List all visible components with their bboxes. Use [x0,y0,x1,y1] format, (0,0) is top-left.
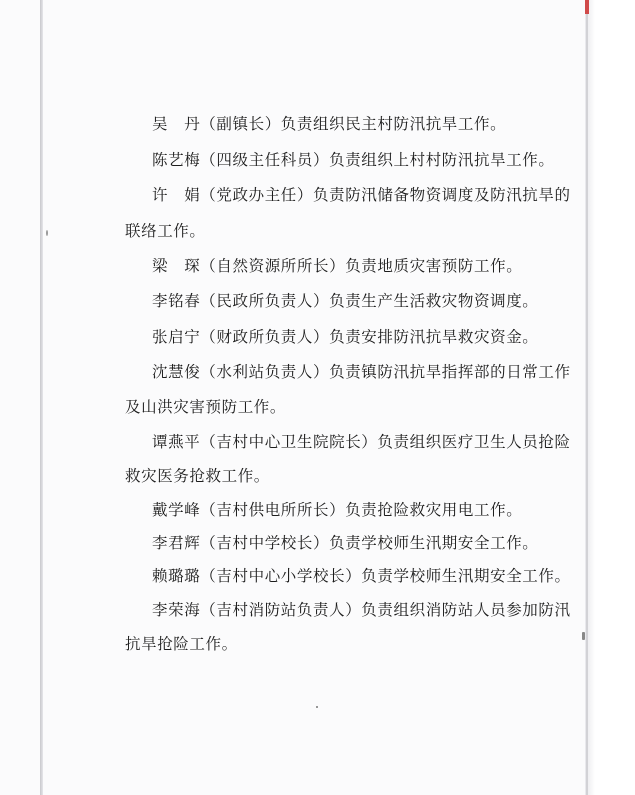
scan-speck [582,632,585,640]
paper-left-edge [40,0,43,795]
paragraph-line: 联络工作。 [125,222,206,240]
paragraph-line: 抗旱抢险工作。 [125,635,238,653]
paragraph-line: 救灾医务抢救工作。 [125,467,270,485]
paragraph-line: 吴 丹（副镇长）负责组织民主村防汛抗旱工作。 [152,115,507,133]
red-edge-mark [585,0,589,14]
paragraph-line: 梁 琛（自然资源所所长）负责地质灾害预防工作。 [152,257,523,275]
paragraph-line: 李铭春（民政所负责人）负责生产生活救灾物资调度。 [152,292,539,310]
paragraph-line: 李君辉（吉村中学校长）负责学校师生汛期安全工作。 [152,534,539,552]
paragraph-line: 沈慧俊（水利站负责人）负责镇防汛抗旱指挥部的日常工作 [152,363,571,381]
paragraph-line: 谭燕平（吉村中心卫生院院长）负责组织医疗卫生人员抢险 [152,433,571,451]
paragraph-line: 李荣海（吉村消防站负责人）负责组织消防站人员参加防汛 [152,601,571,619]
paragraph-line: 张启宁（财政所负责人）负责安排防汛抗旱救灾资金。 [152,328,539,346]
paragraph-line: 戴学峰（吉村供电所所长）负责抢险救灾用电工作。 [152,501,523,519]
paragraph-line: 许 娟（党政办主任）负责防汛储备物资调度及防汛抗旱的 [152,186,571,204]
paper-right-margin [585,0,635,795]
scan-speck [46,230,48,236]
paragraph-line: 陈艺梅（四级主任科员）负责组织上村村防汛抗旱工作。 [152,151,555,169]
paragraph-line: 赖璐璐（吉村中心小学校长）负责学校师生汛期安全工作。 [152,567,571,585]
paragraph-line: 及山洪灾害预防工作。 [125,398,287,416]
scan-speck [316,706,318,708]
paper-right-edge [586,0,588,795]
